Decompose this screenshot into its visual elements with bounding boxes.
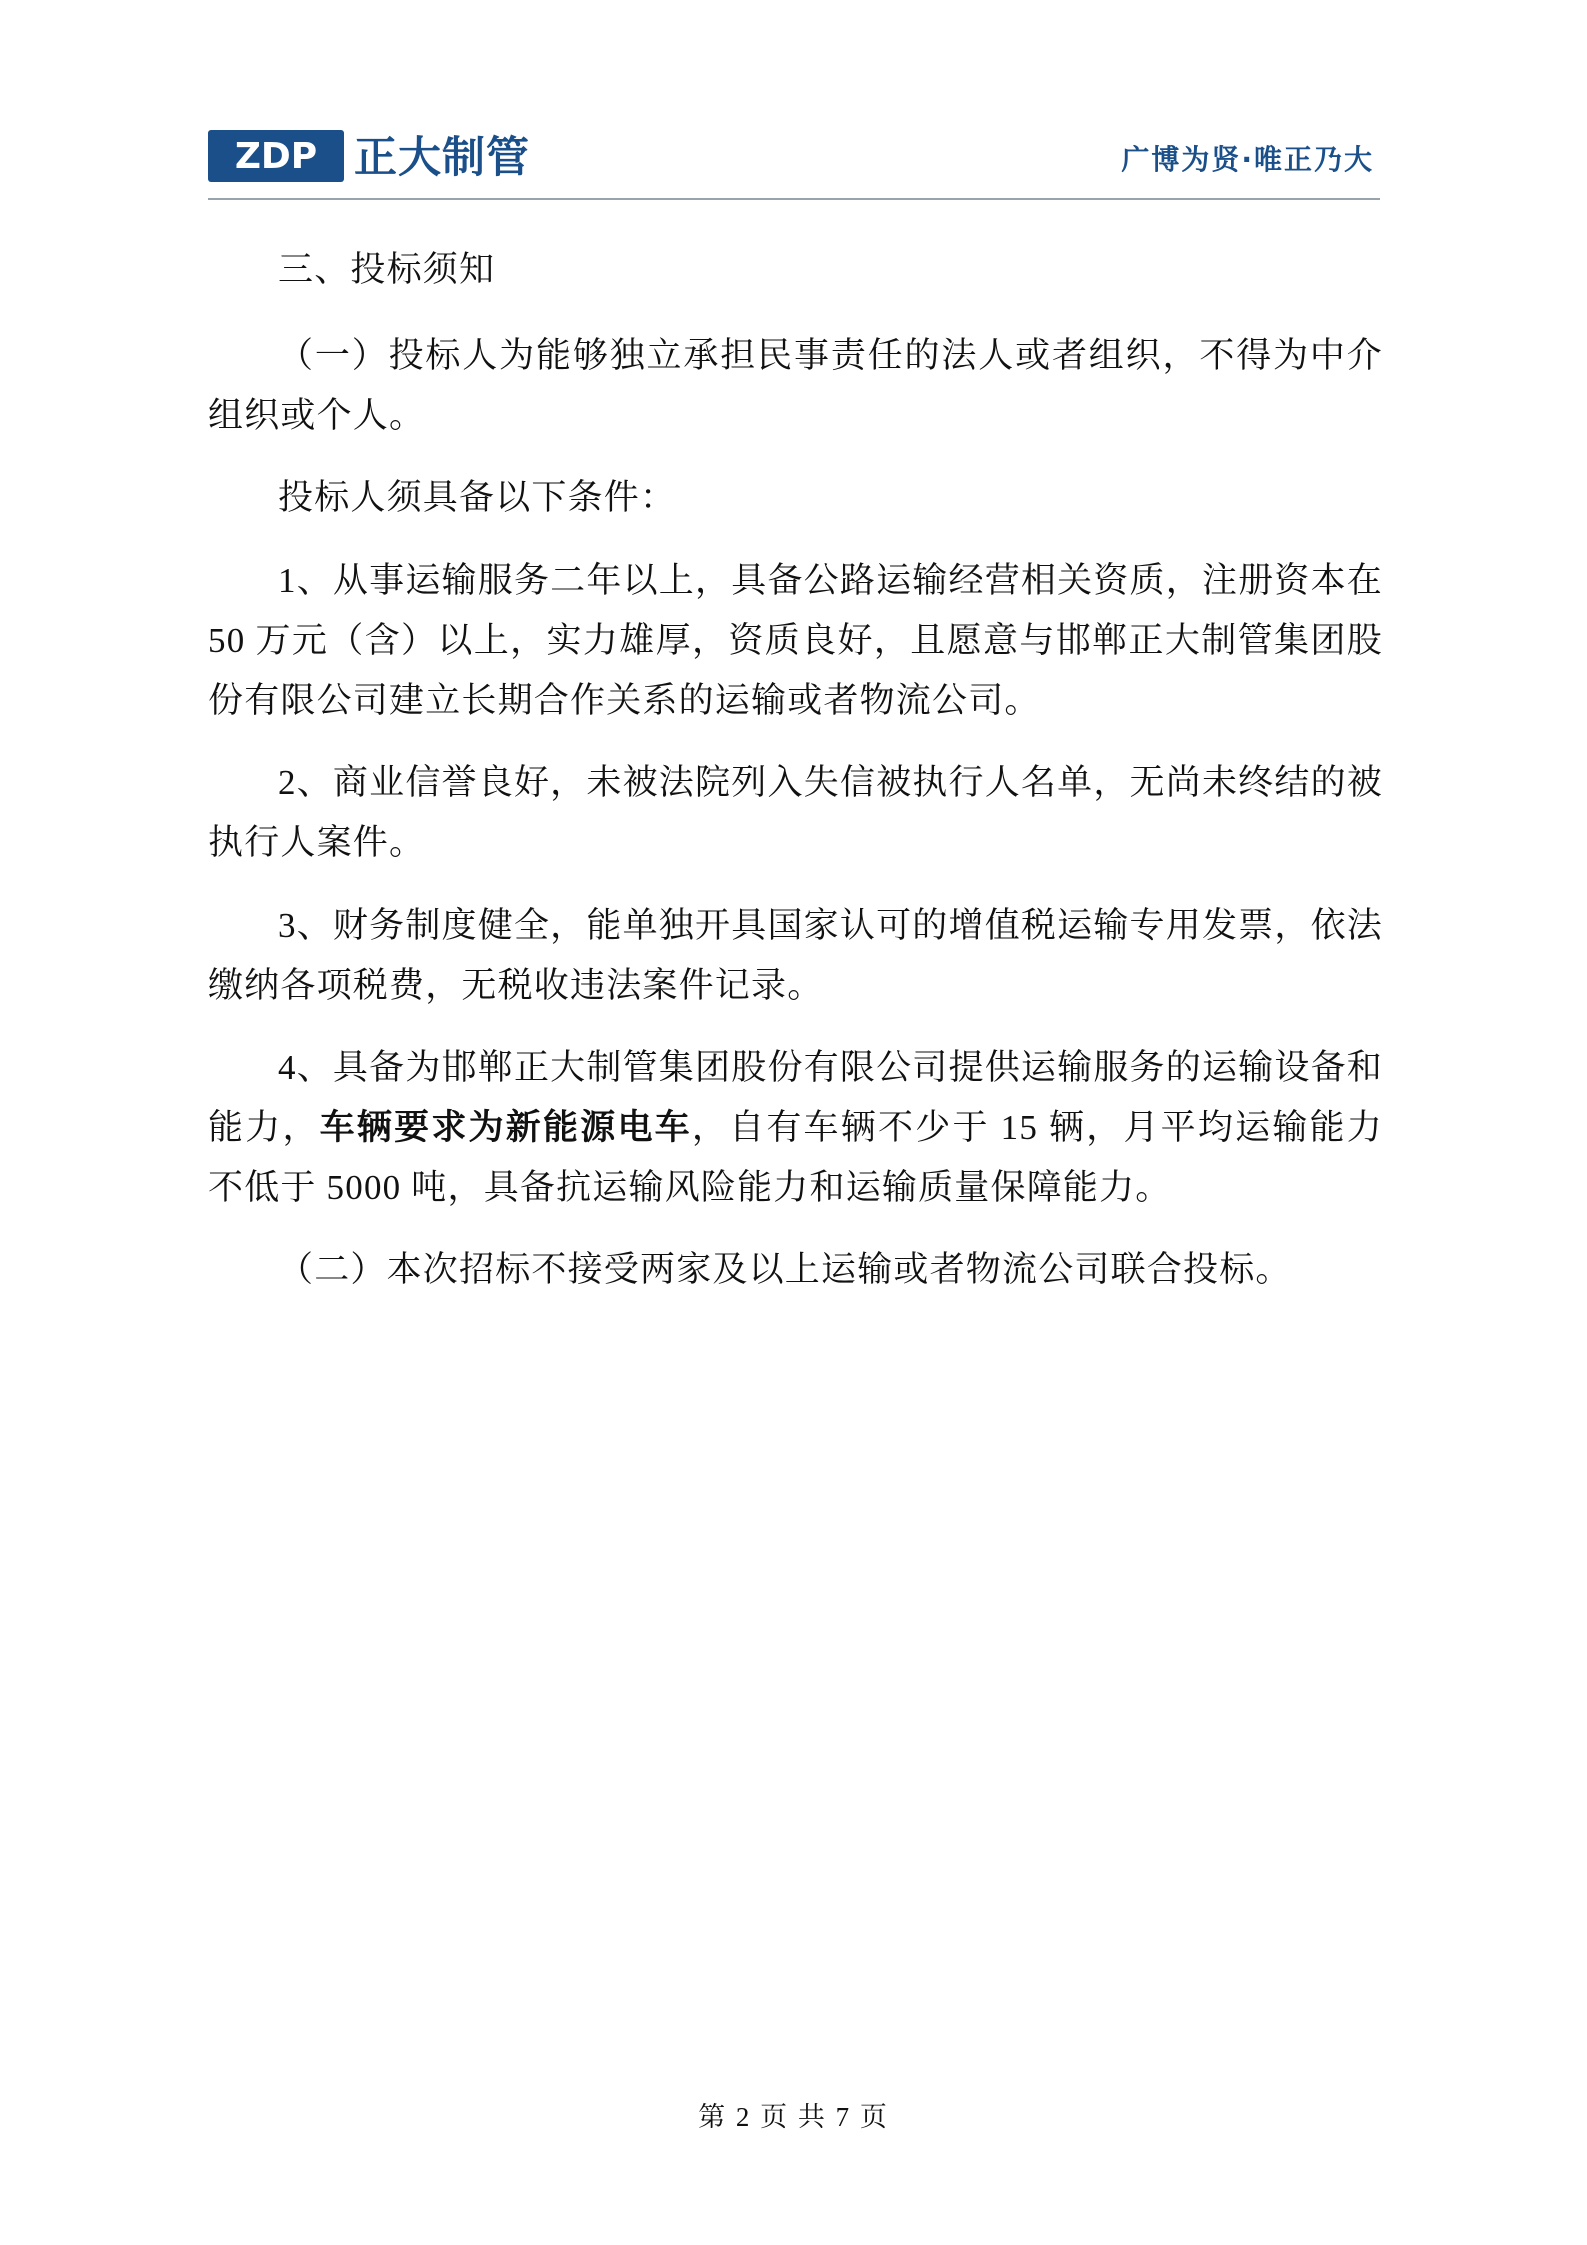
item4-emphasis: 车辆要求为新能源电车	[319, 1108, 692, 1148]
item4-text-after: ，自有车辆不少于 15 辆，月平均运输能力不低于 5000 吨，具备抗运输风险能力和运输质量保障能力。	[208, 1108, 1383, 1208]
zdp-logo-icon	[208, 130, 344, 187]
paragraph-1: （一）投标人为能够独立承担民事责任的法人或者组织，不得为中介组织或个人。	[208, 336, 1383, 436]
page-footer: 第 2 页 共 7 页	[698, 2102, 889, 2132]
paragraph-item-3: 3、财务制度健全，能单独开具国家认可的增值税运输专用发票，依法缴纳各项税费，无税收违法案件记录。	[208, 905, 1383, 1005]
section-heading: 三、投标须知	[278, 250, 496, 289]
paragraph-item-4	[208, 1038, 1383, 1219]
company-slogan: 广博为贤·唯正乃大	[1121, 143, 1374, 176]
company-name: 正大制管	[354, 132, 530, 183]
page-header	[208, 118, 1380, 200]
paragraph-item-2: 2、商业信誉良好，未被法院列入失信被执行人名单，无尚未终结的被执行人案件。	[208, 763, 1383, 863]
paragraph-2: 投标人须具备以下条件：	[278, 478, 677, 518]
company-logo	[208, 130, 530, 187]
document-body	[208, 242, 1383, 1323]
item4-text-before: 4、具备为邯郸正大制管集团股份有限公司提供运输服务的运输设备和能力，	[208, 1047, 1383, 1148]
svg-text:ZDP: ZDP	[234, 135, 318, 177]
paragraph-item-1: 1、从事运输服务二年以上，具备公路运输经营相关资质，注册资本在 50 万元（含）以上，实力雄厚，资质良好，且愿意与邯郸正大制管集团股份有限公司建立长期合作关系的运输或者物流公司。	[208, 560, 1383, 720]
paragraph-3: （二）本次招标不接受两家及以上运输或者物流公司联合投标。	[278, 1250, 1292, 1290]
